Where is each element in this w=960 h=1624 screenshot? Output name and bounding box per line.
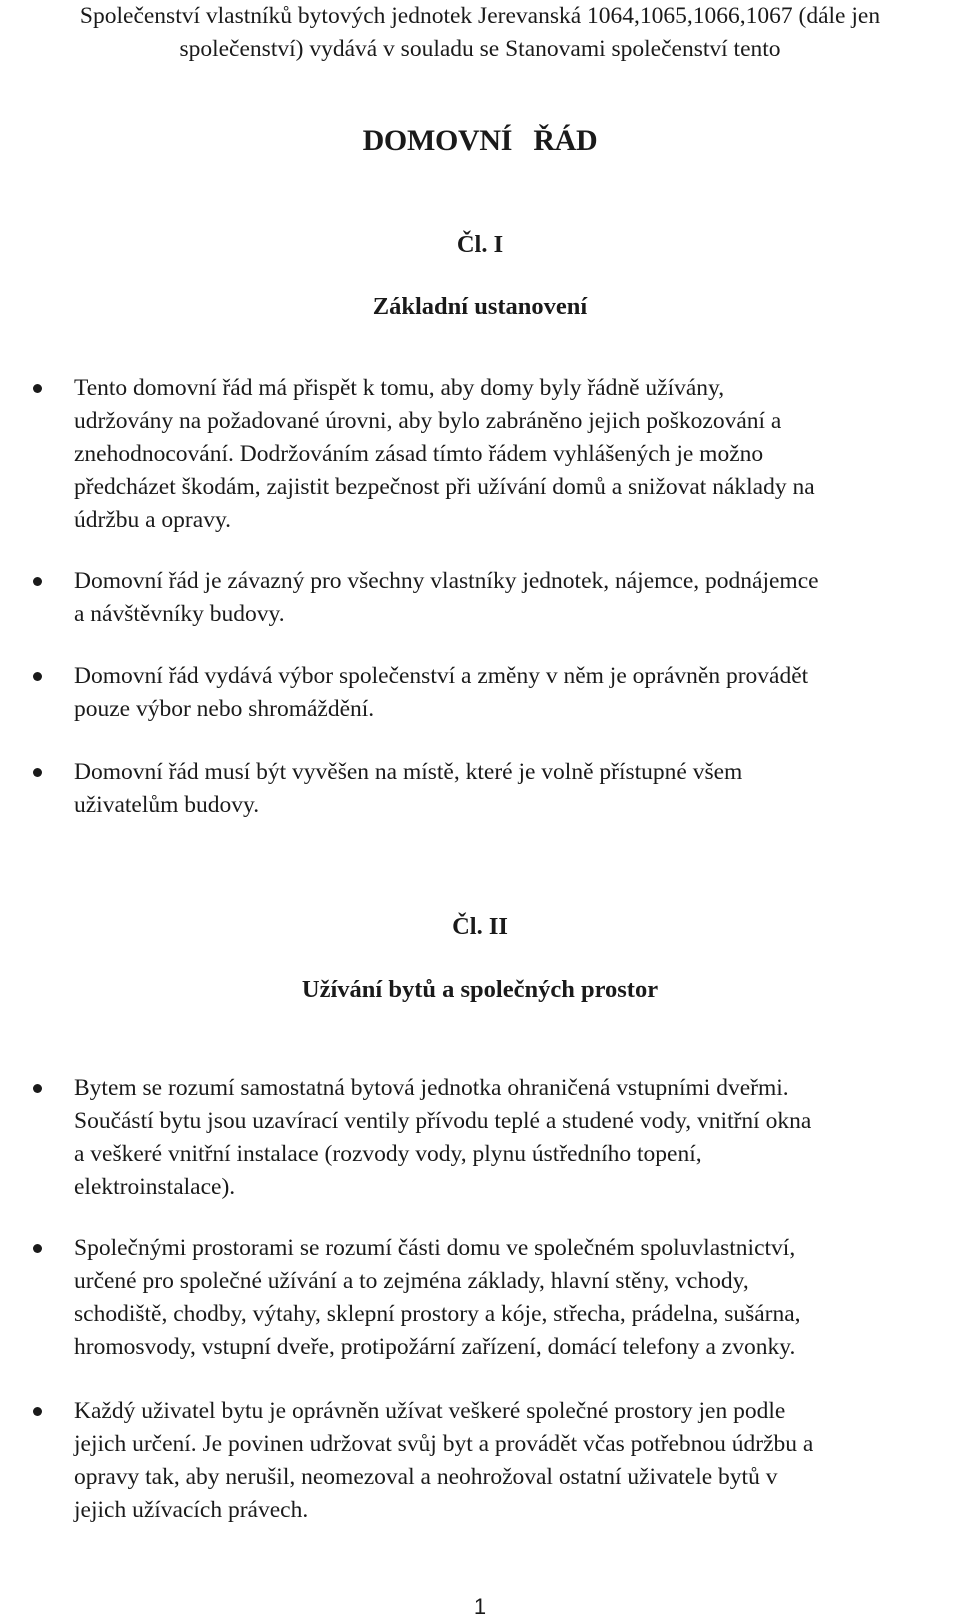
intro-line-2: společenství) vydává v souladu se Stanovami společenství tento — [179, 36, 781, 62]
list-item-text: Bytem se rozumí samostatná bytová jednotka ohraničená vstupními dveřmi. Součástí bytu jsou uzavírací ventily přívodu teplé a studené vody, vnitřní okna a veškeré vnitřní instalace (rozvody vody, plynu ústředního topení, elektroinstalace). — [74, 1075, 812, 1200]
section-2-heading: Užívání bytů a společných prostor — [301, 976, 659, 1003]
bullet-icon — [33, 1407, 42, 1416]
list-item-text: Domovní řád musí být vyvěšen na místě, které je volně přístupné všem uživatelům budovy. — [74, 759, 743, 818]
section-2-number: Čl. II — [452, 913, 508, 940]
section-1-heading: Základní ustanovení — [372, 293, 588, 320]
intro-paragraph — [0, 0, 960, 66]
bullet-icon — [33, 384, 42, 393]
bullet-icon — [33, 1244, 42, 1253]
list-item-text: Společnými prostorami se rozumí části domu ve společném spoluvlastnictví, určené pro společné užívání a to zejména základy, hlavní stěny, vchody, schodiště, chodby, výtahy, sklepní prostory a kóje, střecha, prádelna, sušárna, hromosvody, vstupní dveře, protipožární zařízení, domácí telefony a zvonky. — [74, 1235, 801, 1360]
intro-line-1: Společenství vlastníků bytových jednotek Jerevanská 1064,1065,1066,1067 (dále jen — [79, 3, 881, 29]
list-item-text: Tento domovní řád má přispět k tomu, aby domy byly řádně užívány, udržovány na požadované úrovni, aby bylo zabráněno jejich poškozování a znehodnocování. Dodržováním zásad tímto řádem vyhlášených je možno předcházet škodám, zajistit bezpečnost při užívání domů a snižovat náklady na údržbu a opravy. — [74, 375, 815, 533]
bullet-icon — [33, 672, 42, 681]
bullet-icon — [33, 768, 42, 777]
document-title: DOMOVNÍ ŘÁD — [362, 124, 598, 157]
page-number: 1 — [473, 1594, 487, 1619]
list-item-text: Každý uživatel bytu je oprávněn užívat veškeré společné prostory jen podle jejich určení. Je povinen udržovat svůj byt a provádět včas potřebnou údržbu a opravy tak, aby nerušil, neomezoval a neohrožoval ostatní uživatele bytů v jejich užívacích právech. — [74, 1398, 814, 1523]
bullet-icon — [33, 1084, 42, 1093]
list-item-text: Domovní řád vydává výbor společenství a změny v něm je oprávněn provádět pouze výbor nebo shromáždění. — [74, 663, 809, 722]
list-item-text: Domovní řád je závazný pro všechny vlastníky jednotek, nájemce, podnájemce a návštěvníky budovy. — [74, 568, 819, 627]
bullet-icon — [33, 577, 42, 586]
section-1-number: Čl. I — [456, 231, 504, 258]
